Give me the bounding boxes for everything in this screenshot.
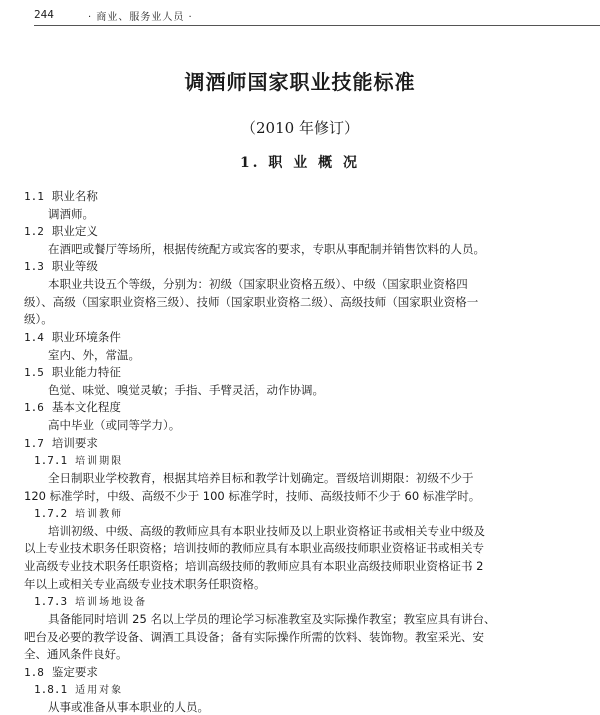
- subsection-title: 培训场地设备: [75, 597, 148, 608]
- body-line: 以上专业技术职务任职资格；培训技师的教师应具有本职业高级技师职业资格证书或相关专: [24, 541, 484, 555]
- section-number: 1.8: [24, 666, 44, 679]
- body-line: 调酒师。: [48, 207, 94, 221]
- section-heading: [24, 224, 98, 239]
- body-line: 高中毕业（或同等学力）。: [48, 418, 181, 432]
- section-heading: [24, 189, 98, 204]
- document-subtitle: （2010 年修订）: [241, 119, 359, 137]
- section-label: · 商业、服务业人员 ·: [88, 12, 193, 23]
- section-heading: [24, 330, 121, 345]
- section-number: 1.6: [24, 401, 44, 414]
- section-number: 1.2: [24, 225, 44, 238]
- section-heading: [24, 665, 98, 680]
- section-number: 1.5: [24, 366, 44, 379]
- page-header: [34, 6, 600, 26]
- subsection-number: 1.7.1: [34, 454, 68, 467]
- document-title: 调酒师国家职业技能标准: [184, 70, 416, 94]
- subsection-number: 1.8.1: [34, 683, 68, 696]
- subsection-heading: [34, 682, 123, 698]
- section-title: 职业能力特征: [51, 365, 121, 379]
- subsection-number: 1.7.2: [34, 507, 68, 520]
- section-number: 1.7: [24, 437, 44, 450]
- body-line: 室内、外，常温。: [48, 348, 140, 362]
- body-line: 业高级专业技术职务任职资格；培训高级技师的教师应具有本职业高级技师职业资格证书 2: [24, 559, 484, 573]
- body-line: 120 标准学时，中级、高级不少于 100 标准学时，技师、高级技师不少于 60 标准学时。: [24, 489, 481, 503]
- section-title: 职业名称: [51, 189, 98, 203]
- body-line: 吧台及必要的教学设备、调酒工具设备；备有实际操作所需的饮料、装饰物。教室采光、安: [24, 630, 484, 644]
- section-title: 职业等级: [51, 259, 98, 273]
- section-title: 职业定义: [51, 224, 98, 238]
- section-heading: [24, 400, 121, 415]
- body-line: 本职业共设五个等级，分别为：初级（国家职业资格五级）、中级（国家职业资格四: [48, 277, 468, 291]
- body-line: 全日制职业学校教育，根据其培养目标和教学计划确定。晋级培训期限：初级不少于: [48, 471, 474, 485]
- body-line: 培训初级、中级、高级的教师应具有本职业技师及以上职业资格证书或相关专业中级及: [48, 524, 485, 538]
- section-heading: [24, 259, 98, 274]
- body-line: 级）、高级（国家职业资格三级）、技师（国家职业资格二级）、高级技师（国家职业资格一: [24, 295, 479, 309]
- section-title: 鉴定要求: [51, 665, 98, 679]
- subsection-title: 培训教师: [75, 509, 124, 520]
- chapter-heading: 1. 职 业 概 况: [239, 155, 361, 171]
- subsection-title: 培训期限: [75, 456, 124, 467]
- section-title: 职业环境条件: [51, 330, 121, 344]
- body-line: 具备能同时培训 25 名以上学员的理论学习标准教室及实际操作教室；教室应具有讲台、: [48, 612, 496, 626]
- body-line: 全、通风条件良好。: [24, 647, 128, 661]
- subsection-title: 适用对象: [75, 685, 124, 696]
- subsection-heading: [34, 506, 123, 522]
- section-heading: [24, 365, 121, 380]
- section-title: 培训要求: [51, 436, 98, 450]
- section-number: 1.4: [24, 331, 44, 344]
- section-heading: [24, 436, 98, 451]
- subsection-heading: [34, 453, 123, 469]
- section-number: 1.1: [24, 190, 44, 203]
- section-number: 1.3: [24, 260, 44, 273]
- body-line: 年以上或相关专业高级专业技术职务任职资格。: [24, 577, 266, 591]
- body-line: 级）。: [24, 312, 53, 326]
- subsection-heading: [34, 594, 147, 610]
- body-line: 从事或准备从事本职业的人员。: [48, 700, 209, 714]
- body-line: 色觉、味觉、嗅觉灵敏；手指、手臂灵活，动作协调。: [48, 383, 324, 397]
- header-divider: [34, 25, 600, 26]
- page-number: 244: [34, 8, 54, 21]
- section-title: 基本文化程度: [51, 400, 121, 414]
- body-line: 在酒吧或餐厅等场所，根据传统配方或宾客的要求，专职从事配制并销售饮料的人员。: [48, 242, 485, 256]
- subsection-number: 1.7.3: [34, 595, 68, 608]
